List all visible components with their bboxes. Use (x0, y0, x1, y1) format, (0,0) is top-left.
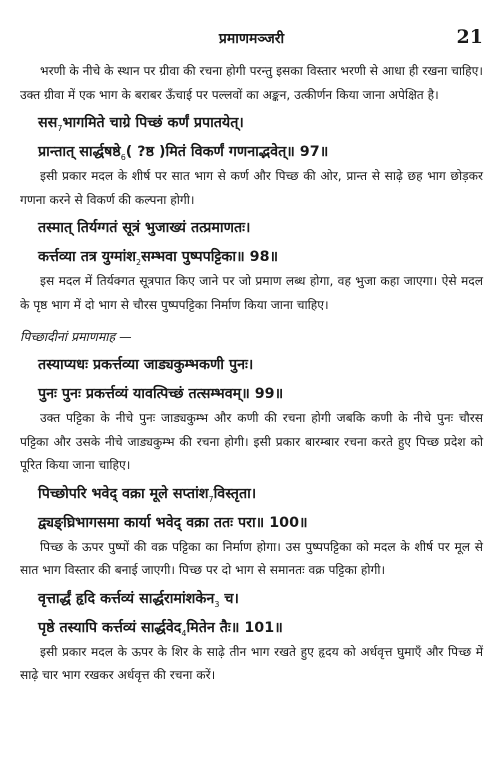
verse-text: तस्मात् तिर्यग्गतं सूत्रं भुजाख्यं तत्प्रमाणतः। (38, 220, 251, 236)
sanskrit-verse-line (20, 139, 483, 165)
page-number: 21 (456, 26, 483, 48)
sanskrit-verse-line (20, 215, 483, 241)
commentary-paragraph: इसी प्रकार मदल के शीर्ष पर सात भाग से कर्ण और पिच्छ की ओर, प्रान्त से साढ़े छह भाग छोड़कर गणना करने से विकर्ण की कल्पना होगी। (20, 169, 483, 207)
book-page (20, 26, 483, 688)
page-body (20, 60, 483, 688)
fraction-subscript: 2 (136, 257, 142, 267)
verse-text: सम्भवा पुष्पपट्टिका॥ 98॥ (141, 249, 279, 265)
sanskrit-verse-line (20, 381, 483, 407)
commentary-paragraph: इस मदल में तिर्यक्गत सूत्रपात किए जाने पर जो प्रमाण लब्ध होगा, वह भुजा कहा जाएगा। ऐसे मदल के पृष्ठ भाग में दो भाग से चौरस पुष्पपट्टिका निर्माण किया जाना चाहिए। (20, 274, 483, 312)
sanskrit-verse-line (20, 244, 483, 270)
commentary-paragraph: इसी प्रकार मदल के ऊपर के शिर के साढ़े तीन भाग रखते हुए हृदय को अर्धवृत्त घुमाएँ और पिच्छ में साढ़े चार भाग रखकर अर्धवृत्त की रचना करें। (20, 644, 483, 682)
verse-text: ( ?ष्ठ )मितं विकर्णं गणनाद्भवेत्॥ 97॥ (125, 144, 329, 160)
fraction-subscript: 7 (57, 123, 63, 133)
sanskrit-verse-line (20, 352, 483, 378)
verse-text: पृष्ठे तस्यापि कर्त्तव्यं सार्द्धवेद (38, 619, 182, 636)
sanskrit-verse-line (20, 615, 483, 641)
verse-text: भागमिते चाग्रे पिच्छं कर्णं प्रपातयेत्। (62, 115, 244, 131)
commentary-paragraph: भरणी के नीचे के स्थान पर ग्रीवा की रचना होगी परन्तु इसका विस्तार भरणी से आधा ही रखना चाहिए। उक्त ग्रीवा में एक भाग के बराबर ऊँचाई पर पल्लवों का अङ्कन, उत्कीर्णन किया जाना अपेक्षित है। (20, 64, 483, 102)
sanskrit-verse-line (20, 110, 483, 136)
verse-text: पिच्छोपरि भवेद् वक्रा मूले सप्तांश (38, 485, 209, 502)
fraction-subscript: 7 (208, 494, 214, 504)
verse-text: वृत्तार्द्धं हृदि कर्त्तव्यं सार्द्धरामांशकेन (38, 590, 215, 607)
verse-text: मितेन तैः॥ 101॥ (186, 619, 283, 636)
commentary-paragraph: पिच्छ के ऊपर पुष्पों की वक्र पट्टिका का निर्माण होगा। उस पुष्पपट्टिका को मदल के शीर्ष पर मूल से सात भाग विस्तार की बनाई जाएगी। पिच्छ पर दो भाग से समानतः वक्र पट्टिका होगी। (20, 539, 483, 577)
verse-text: पुनः पुनः प्रकर्त्तव्यं यावत्पिच्छं तत्सम्भवम्॥ 99॥ (38, 386, 284, 402)
sanskrit-verse-line (20, 510, 483, 536)
fraction-subscript: 6 (120, 152, 126, 162)
page-header (20, 26, 483, 52)
section-intro: पिच्छादीनां प्रमाणमाह — (20, 329, 132, 344)
sanskrit-verse-line (20, 586, 483, 612)
fraction-subscript: 4 (181, 628, 187, 638)
fraction-subscript: 3 (214, 599, 220, 609)
verse-text: विस्तृता। (213, 485, 257, 502)
sanskrit-verse-line (20, 481, 483, 507)
verse-text: प्रान्तात् सार्द्धषष्ठे (38, 144, 121, 160)
running-title: प्रमाणमञ्जरी (218, 31, 285, 47)
verse-text: द्व्यङ्घ्रिभागसमा कार्या भवेद् वक्रा ततः परा॥ 100॥ (38, 514, 308, 531)
verse-text: कर्त्तव्या तत्र युग्मांश (38, 249, 137, 265)
commentary-paragraph: उक्त पट्टिका के नीचे पुनः जाड्यकुम्भ और कणी की रचना होगी जबकि कणी के नीचे पुनः चौरस पट्टिका और उसके नीचे जाड्यकुम्भ की रचना होगी। इसी प्रकार बारम्बार रचना करते हुए पिच्छ प्रदेश को पूरित किया जाना चाहिए। (20, 411, 483, 472)
verse-text: सस (38, 115, 58, 131)
verse-text: तस्याप्यधः प्रकर्त्तव्या जाड्यकुम्भकणी पुनः। (38, 357, 254, 373)
verse-text: च। (219, 590, 239, 607)
